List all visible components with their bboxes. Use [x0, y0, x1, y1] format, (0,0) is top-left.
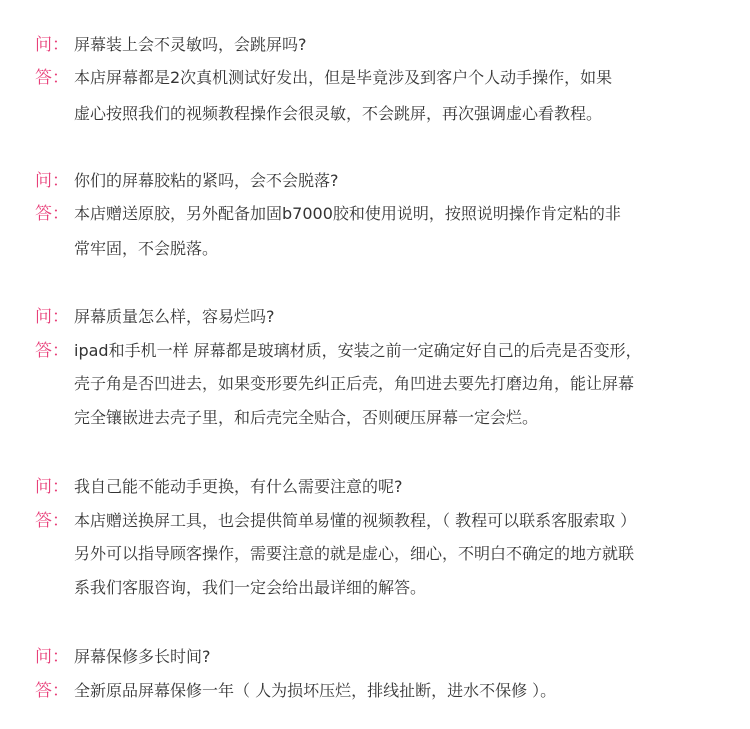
answer-row — [0, 337, 750, 365]
answer-text: 完全镶嵌进去壳子里，和后壳完全贴合，否则硬压屏幕一定会烂。 — [74, 408, 539, 427]
question-text: 我自己能不能动手更换，有什么需要注意的呢? — [74, 477, 403, 496]
answer-row — [0, 200, 750, 228]
question-text: 屏幕质量怎么样，容易烂吗? — [74, 307, 275, 326]
question-row — [0, 643, 750, 671]
answer-label: 答： — [35, 204, 69, 224]
answer-continuation — [0, 235, 750, 263]
question-label: 问： — [35, 477, 69, 497]
question-label: 问： — [35, 171, 69, 191]
question-label: 问： — [35, 307, 69, 327]
answer-text: 系我们客服咨询，我们一定会给出最详细的解答。 — [74, 578, 427, 597]
answer-text: ipad和手机一样 屏幕都是玻璃材质，安装之前一定确定好自己的后壳是否变形， — [74, 341, 642, 360]
answer-continuation — [0, 574, 750, 602]
answer-label: 答： — [35, 68, 69, 88]
question-text: 你们的屏幕胶粘的紧吗，会不会脱落? — [74, 171, 339, 190]
answer-label: 答： — [35, 681, 69, 701]
question-row — [0, 31, 750, 59]
answer-text: 另外可以指导顾客操作，需要注意的就是虚心，细心，不明白不确定的地方就联 — [74, 544, 635, 563]
answer-label: 答： — [35, 341, 69, 361]
question-text: 屏幕保修多长时间? — [74, 647, 211, 666]
answer-text: 本店屏幕都是2次真机测试好发出，但是毕竟涉及到客户个人动手操作，如果 — [74, 68, 613, 87]
question-row — [0, 303, 750, 331]
answer-text: 壳子角是否凹进去，如果变形要先纠正后壳，角凹进去要先打磨边角，能让屏幕 — [74, 374, 635, 393]
question-text: 屏幕装上会不灵敏吗，会跳屏吗? — [74, 35, 307, 54]
answer-continuation — [0, 540, 750, 568]
question-row — [0, 473, 750, 501]
question-label: 问： — [35, 647, 69, 667]
answer-continuation — [0, 370, 750, 398]
answer-row — [0, 507, 750, 535]
question-label: 问： — [35, 35, 69, 55]
answer-row — [0, 677, 750, 705]
answer-label: 答： — [35, 511, 69, 531]
answer-text: 虚心按照我们的视频教程操作会很灵敏，不会跳屏，再次强调虚心看教程。 — [74, 104, 603, 123]
answer-text: 本店赠送换屏工具，也会提供简单易懂的视频教程，（ 教程可以联系客服索取 ） — [74, 511, 637, 530]
answer-text: 常牢固，不会脱落。 — [74, 239, 219, 258]
answer-continuation — [0, 404, 750, 432]
answer-continuation — [0, 100, 750, 128]
question-row — [0, 167, 750, 195]
answer-text: 本店赠送原胶，另外配备加固b7000胶和使用说明，按照说明操作肯定粘的非 — [74, 204, 621, 223]
answer-row — [0, 64, 750, 92]
answer-text: 全新原品屏幕保修一年（ 人为损坏压烂，排线扯断，进水不保修 ）。 — [74, 681, 557, 700]
